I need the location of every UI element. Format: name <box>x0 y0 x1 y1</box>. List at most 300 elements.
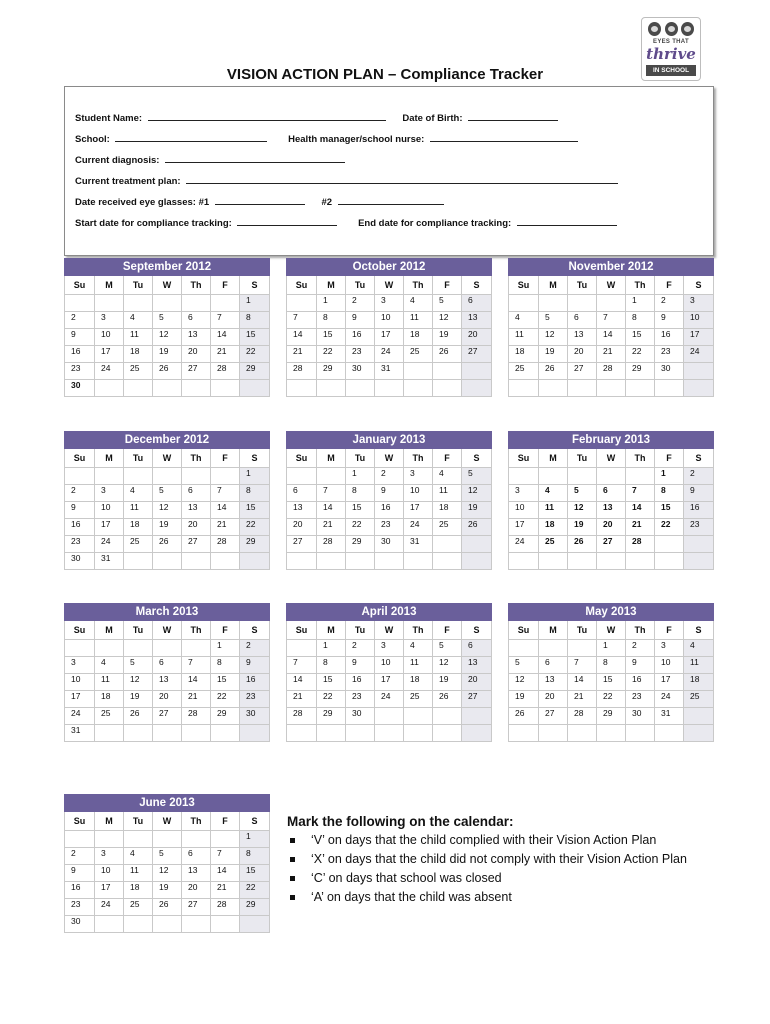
day-cell[interactable] <box>375 380 404 397</box>
day-cell[interactable]: 25 <box>124 536 153 553</box>
day-cell[interactable]: 15 <box>240 865 270 882</box>
day-cell[interactable]: 23 <box>346 691 375 708</box>
day-cell[interactable]: 31 <box>655 708 684 725</box>
day-cell[interactable]: 31 <box>404 536 433 553</box>
day-cell[interactable]: 30 <box>65 380 95 397</box>
day-cell[interactable] <box>240 916 270 933</box>
day-cell[interactable] <box>182 831 211 848</box>
day-cell[interactable] <box>124 640 153 657</box>
day-cell[interactable]: 29 <box>346 536 375 553</box>
day-cell[interactable]: 4 <box>404 295 433 312</box>
day-cell[interactable]: 20 <box>182 882 211 899</box>
day-cell[interactable] <box>568 640 597 657</box>
day-cell[interactable]: 25 <box>124 363 153 380</box>
day-cell[interactable]: 25 <box>124 899 153 916</box>
day-cell[interactable]: 19 <box>153 346 182 363</box>
day-cell[interactable]: 2 <box>65 848 95 865</box>
day-cell[interactable] <box>462 363 492 380</box>
day-cell[interactable] <box>568 380 597 397</box>
day-cell[interactable]: 21 <box>182 691 211 708</box>
day-cell[interactable] <box>597 725 626 742</box>
day-cell[interactable]: 26 <box>433 346 462 363</box>
day-cell[interactable] <box>433 536 462 553</box>
day-cell[interactable]: 22 <box>240 519 270 536</box>
day-cell[interactable]: 17 <box>65 691 95 708</box>
day-cell[interactable]: 30 <box>65 553 95 570</box>
day-cell[interactable]: 18 <box>124 346 153 363</box>
day-cell[interactable] <box>153 640 182 657</box>
day-cell[interactable]: 21 <box>211 882 240 899</box>
day-cell[interactable]: 6 <box>568 312 597 329</box>
day-cell[interactable]: 19 <box>433 329 462 346</box>
day-cell[interactable]: 24 <box>95 536 124 553</box>
day-cell[interactable] <box>684 536 714 553</box>
day-cell[interactable] <box>626 725 655 742</box>
day-cell[interactable]: 16 <box>346 329 375 346</box>
day-cell[interactable] <box>433 553 462 570</box>
day-cell[interactable] <box>95 725 124 742</box>
day-cell[interactable]: 13 <box>539 674 568 691</box>
day-cell[interactable]: 5 <box>433 295 462 312</box>
day-cell[interactable]: 29 <box>240 899 270 916</box>
day-cell[interactable]: 3 <box>95 848 124 865</box>
day-cell[interactable]: 8 <box>240 485 270 502</box>
health-manager-field[interactable] <box>430 132 578 142</box>
day-cell[interactable]: 20 <box>182 346 211 363</box>
day-cell[interactable]: 13 <box>462 312 492 329</box>
day-cell[interactable]: 30 <box>65 916 95 933</box>
day-cell[interactable]: 10 <box>684 312 714 329</box>
day-cell[interactable]: 4 <box>433 468 462 485</box>
day-cell[interactable]: 21 <box>626 519 655 536</box>
day-cell[interactable] <box>211 916 240 933</box>
day-cell[interactable]: 1 <box>626 295 655 312</box>
date-of-birth-field[interactable] <box>468 111 558 121</box>
day-cell[interactable]: 2 <box>65 312 95 329</box>
day-cell[interactable]: 20 <box>153 691 182 708</box>
day-cell[interactable] <box>404 708 433 725</box>
day-cell[interactable] <box>626 380 655 397</box>
day-cell[interactable] <box>346 380 375 397</box>
day-cell[interactable]: 22 <box>317 691 346 708</box>
day-cell[interactable] <box>433 725 462 742</box>
day-cell[interactable]: 27 <box>182 536 211 553</box>
day-cell[interactable]: 30 <box>346 363 375 380</box>
day-cell[interactable] <box>375 708 404 725</box>
day-cell[interactable]: 28 <box>287 363 317 380</box>
day-cell[interactable]: 16 <box>65 519 95 536</box>
day-cell[interactable] <box>655 536 684 553</box>
day-cell[interactable]: 16 <box>346 674 375 691</box>
day-cell[interactable] <box>211 831 240 848</box>
day-cell[interactable]: 15 <box>346 502 375 519</box>
day-cell[interactable] <box>240 725 270 742</box>
day-cell[interactable]: 13 <box>597 502 626 519</box>
day-cell[interactable]: 27 <box>462 346 492 363</box>
day-cell[interactable]: 9 <box>346 312 375 329</box>
day-cell[interactable]: 18 <box>404 329 433 346</box>
day-cell[interactable]: 1 <box>240 831 270 848</box>
day-cell[interactable]: 18 <box>404 674 433 691</box>
day-cell[interactable]: 30 <box>375 536 404 553</box>
day-cell[interactable]: 12 <box>509 674 539 691</box>
day-cell[interactable] <box>626 553 655 570</box>
day-cell[interactable] <box>124 380 153 397</box>
day-cell[interactable]: 27 <box>153 708 182 725</box>
day-cell[interactable]: 28 <box>568 708 597 725</box>
day-cell[interactable]: 24 <box>95 363 124 380</box>
day-cell[interactable]: 15 <box>211 674 240 691</box>
day-cell[interactable]: 2 <box>346 640 375 657</box>
day-cell[interactable]: 18 <box>95 691 124 708</box>
day-cell[interactable]: 3 <box>404 468 433 485</box>
day-cell[interactable] <box>95 468 124 485</box>
day-cell[interactable]: 10 <box>375 657 404 674</box>
day-cell[interactable]: 28 <box>597 363 626 380</box>
day-cell[interactable]: 24 <box>375 691 404 708</box>
day-cell[interactable] <box>153 553 182 570</box>
day-cell[interactable]: 3 <box>95 485 124 502</box>
day-cell[interactable]: 23 <box>65 536 95 553</box>
day-cell[interactable]: 25 <box>433 519 462 536</box>
day-cell[interactable]: 5 <box>153 848 182 865</box>
day-cell[interactable]: 30 <box>346 708 375 725</box>
day-cell[interactable]: 9 <box>65 329 95 346</box>
day-cell[interactable]: 27 <box>597 536 626 553</box>
day-cell[interactable]: 30 <box>626 708 655 725</box>
day-cell[interactable]: 5 <box>539 312 568 329</box>
day-cell[interactable]: 29 <box>317 708 346 725</box>
day-cell[interactable] <box>655 553 684 570</box>
day-cell[interactable] <box>95 295 124 312</box>
day-cell[interactable]: 10 <box>509 502 539 519</box>
day-cell[interactable] <box>153 916 182 933</box>
day-cell[interactable]: 24 <box>375 346 404 363</box>
day-cell[interactable]: 13 <box>287 502 317 519</box>
day-cell[interactable]: 8 <box>346 485 375 502</box>
day-cell[interactable]: 7 <box>597 312 626 329</box>
day-cell[interactable]: 30 <box>655 363 684 380</box>
day-cell[interactable]: 18 <box>539 519 568 536</box>
day-cell[interactable]: 14 <box>211 329 240 346</box>
day-cell[interactable]: 13 <box>153 674 182 691</box>
day-cell[interactable]: 29 <box>240 536 270 553</box>
day-cell[interactable] <box>404 725 433 742</box>
day-cell[interactable] <box>433 708 462 725</box>
day-cell[interactable]: 15 <box>317 329 346 346</box>
day-cell[interactable] <box>65 295 95 312</box>
day-cell[interactable] <box>462 553 492 570</box>
day-cell[interactable]: 7 <box>626 485 655 502</box>
day-cell[interactable]: 5 <box>124 657 153 674</box>
day-cell[interactable] <box>509 553 539 570</box>
day-cell[interactable]: 31 <box>95 553 124 570</box>
day-cell[interactable]: 20 <box>597 519 626 536</box>
day-cell[interactable] <box>65 468 95 485</box>
day-cell[interactable]: 17 <box>655 674 684 691</box>
day-cell[interactable]: 6 <box>182 485 211 502</box>
day-cell[interactable]: 19 <box>509 691 539 708</box>
day-cell[interactable]: 24 <box>509 536 539 553</box>
day-cell[interactable]: 26 <box>568 536 597 553</box>
day-cell[interactable]: 22 <box>240 882 270 899</box>
day-cell[interactable]: 15 <box>626 329 655 346</box>
day-cell[interactable] <box>462 380 492 397</box>
day-cell[interactable]: 2 <box>684 468 714 485</box>
day-cell[interactable] <box>568 468 597 485</box>
day-cell[interactable]: 23 <box>375 519 404 536</box>
day-cell[interactable]: 15 <box>240 329 270 346</box>
day-cell[interactable]: 15 <box>317 674 346 691</box>
day-cell[interactable] <box>509 640 539 657</box>
day-cell[interactable]: 7 <box>211 312 240 329</box>
day-cell[interactable]: 6 <box>462 640 492 657</box>
current-treatment-field[interactable] <box>186 174 618 184</box>
day-cell[interactable] <box>684 725 714 742</box>
day-cell[interactable]: 7 <box>182 657 211 674</box>
day-cell[interactable] <box>539 640 568 657</box>
day-cell[interactable] <box>462 536 492 553</box>
day-cell[interactable] <box>95 916 124 933</box>
day-cell[interactable]: 2 <box>655 295 684 312</box>
day-cell[interactable] <box>375 553 404 570</box>
day-cell[interactable]: 6 <box>182 848 211 865</box>
day-cell[interactable] <box>65 640 95 657</box>
day-cell[interactable] <box>684 553 714 570</box>
day-cell[interactable]: 6 <box>287 485 317 502</box>
day-cell[interactable]: 23 <box>65 363 95 380</box>
day-cell[interactable]: 24 <box>95 899 124 916</box>
day-cell[interactable] <box>462 725 492 742</box>
day-cell[interactable] <box>597 295 626 312</box>
day-cell[interactable]: 20 <box>462 329 492 346</box>
day-cell[interactable] <box>287 295 317 312</box>
day-cell[interactable]: 13 <box>182 865 211 882</box>
day-cell[interactable]: 24 <box>655 691 684 708</box>
day-cell[interactable]: 20 <box>287 519 317 536</box>
day-cell[interactable]: 25 <box>95 708 124 725</box>
day-cell[interactable]: 4 <box>404 640 433 657</box>
day-cell[interactable]: 1 <box>240 295 270 312</box>
day-cell[interactable] <box>317 725 346 742</box>
day-cell[interactable]: 25 <box>404 691 433 708</box>
day-cell[interactable] <box>182 553 211 570</box>
day-cell[interactable] <box>568 295 597 312</box>
day-cell[interactable] <box>95 380 124 397</box>
day-cell[interactable]: 22 <box>211 691 240 708</box>
day-cell[interactable]: 12 <box>568 502 597 519</box>
day-cell[interactable]: 1 <box>317 640 346 657</box>
day-cell[interactable]: 9 <box>65 865 95 882</box>
day-cell[interactable]: 29 <box>211 708 240 725</box>
day-cell[interactable]: 26 <box>462 519 492 536</box>
day-cell[interactable]: 8 <box>240 848 270 865</box>
day-cell[interactable] <box>509 468 539 485</box>
day-cell[interactable]: 8 <box>317 657 346 674</box>
day-cell[interactable] <box>287 380 317 397</box>
day-cell[interactable]: 5 <box>568 485 597 502</box>
day-cell[interactable]: 5 <box>153 312 182 329</box>
day-cell[interactable]: 14 <box>597 329 626 346</box>
day-cell[interactable]: 8 <box>655 485 684 502</box>
day-cell[interactable]: 18 <box>124 519 153 536</box>
day-cell[interactable] <box>433 380 462 397</box>
day-cell[interactable]: 18 <box>124 882 153 899</box>
day-cell[interactable]: 19 <box>153 519 182 536</box>
day-cell[interactable]: 12 <box>539 329 568 346</box>
day-cell[interactable]: 20 <box>182 519 211 536</box>
day-cell[interactable] <box>539 295 568 312</box>
day-cell[interactable]: 13 <box>568 329 597 346</box>
day-cell[interactable]: 19 <box>568 519 597 536</box>
day-cell[interactable] <box>317 468 346 485</box>
day-cell[interactable] <box>684 363 714 380</box>
day-cell[interactable]: 4 <box>95 657 124 674</box>
glasses-1-field[interactable] <box>215 195 305 205</box>
day-cell[interactable]: 17 <box>404 502 433 519</box>
day-cell[interactable] <box>539 725 568 742</box>
day-cell[interactable] <box>626 468 655 485</box>
day-cell[interactable]: 8 <box>626 312 655 329</box>
day-cell[interactable]: 22 <box>655 519 684 536</box>
day-cell[interactable]: 11 <box>539 502 568 519</box>
day-cell[interactable]: 12 <box>153 502 182 519</box>
day-cell[interactable]: 27 <box>287 536 317 553</box>
day-cell[interactable]: 28 <box>211 899 240 916</box>
day-cell[interactable]: 7 <box>287 312 317 329</box>
day-cell[interactable]: 4 <box>509 312 539 329</box>
day-cell[interactable] <box>539 468 568 485</box>
day-cell[interactable] <box>287 725 317 742</box>
day-cell[interactable]: 21 <box>317 519 346 536</box>
day-cell[interactable] <box>182 380 211 397</box>
day-cell[interactable] <box>539 380 568 397</box>
day-cell[interactable]: 25 <box>404 346 433 363</box>
day-cell[interactable]: 1 <box>240 468 270 485</box>
day-cell[interactable]: 19 <box>124 691 153 708</box>
day-cell[interactable]: 24 <box>404 519 433 536</box>
day-cell[interactable]: 29 <box>240 363 270 380</box>
day-cell[interactable]: 29 <box>626 363 655 380</box>
day-cell[interactable]: 26 <box>124 708 153 725</box>
day-cell[interactable]: 3 <box>375 295 404 312</box>
day-cell[interactable]: 8 <box>597 657 626 674</box>
day-cell[interactable]: 10 <box>655 657 684 674</box>
day-cell[interactable]: 11 <box>509 329 539 346</box>
day-cell[interactable]: 14 <box>182 674 211 691</box>
day-cell[interactable] <box>346 725 375 742</box>
day-cell[interactable]: 9 <box>684 485 714 502</box>
day-cell[interactable]: 23 <box>655 346 684 363</box>
day-cell[interactable] <box>346 553 375 570</box>
day-cell[interactable]: 21 <box>597 346 626 363</box>
day-cell[interactable]: 20 <box>568 346 597 363</box>
day-cell[interactable]: 10 <box>95 329 124 346</box>
day-cell[interactable]: 3 <box>375 640 404 657</box>
day-cell[interactable]: 29 <box>597 708 626 725</box>
day-cell[interactable]: 25 <box>684 691 714 708</box>
day-cell[interactable]: 3 <box>684 295 714 312</box>
day-cell[interactable]: 31 <box>375 363 404 380</box>
day-cell[interactable]: 1 <box>655 468 684 485</box>
day-cell[interactable]: 28 <box>287 708 317 725</box>
day-cell[interactable]: 6 <box>153 657 182 674</box>
day-cell[interactable]: 3 <box>65 657 95 674</box>
day-cell[interactable]: 5 <box>509 657 539 674</box>
day-cell[interactable]: 16 <box>684 502 714 519</box>
day-cell[interactable]: 12 <box>433 312 462 329</box>
day-cell[interactable]: 12 <box>462 485 492 502</box>
day-cell[interactable]: 19 <box>433 674 462 691</box>
day-cell[interactable]: 9 <box>375 485 404 502</box>
day-cell[interactable]: 21 <box>211 346 240 363</box>
day-cell[interactable] <box>240 380 270 397</box>
day-cell[interactable]: 16 <box>655 329 684 346</box>
day-cell[interactable]: 26 <box>509 708 539 725</box>
day-cell[interactable]: 13 <box>462 657 492 674</box>
day-cell[interactable]: 17 <box>95 346 124 363</box>
day-cell[interactable] <box>95 831 124 848</box>
day-cell[interactable]: 16 <box>65 346 95 363</box>
day-cell[interactable]: 7 <box>211 485 240 502</box>
day-cell[interactable]: 19 <box>462 502 492 519</box>
day-cell[interactable]: 2 <box>240 640 270 657</box>
day-cell[interactable]: 1 <box>211 640 240 657</box>
day-cell[interactable]: 23 <box>240 691 270 708</box>
day-cell[interactable]: 23 <box>684 519 714 536</box>
day-cell[interactable] <box>124 831 153 848</box>
day-cell[interactable]: 17 <box>375 329 404 346</box>
day-cell[interactable]: 2 <box>65 485 95 502</box>
day-cell[interactable]: 30 <box>240 708 270 725</box>
day-cell[interactable]: 27 <box>568 363 597 380</box>
day-cell[interactable]: 9 <box>240 657 270 674</box>
day-cell[interactable]: 17 <box>509 519 539 536</box>
day-cell[interactable]: 11 <box>124 502 153 519</box>
day-cell[interactable]: 17 <box>95 519 124 536</box>
day-cell[interactable]: 1 <box>346 468 375 485</box>
day-cell[interactable]: 19 <box>539 346 568 363</box>
day-cell[interactable]: 4 <box>539 485 568 502</box>
start-date-field[interactable] <box>237 216 337 226</box>
day-cell[interactable]: 3 <box>509 485 539 502</box>
day-cell[interactable] <box>153 380 182 397</box>
day-cell[interactable]: 18 <box>433 502 462 519</box>
day-cell[interactable] <box>124 295 153 312</box>
day-cell[interactable]: 23 <box>346 346 375 363</box>
day-cell[interactable]: 26 <box>433 691 462 708</box>
day-cell[interactable]: 14 <box>211 502 240 519</box>
day-cell[interactable]: 25 <box>539 536 568 553</box>
day-cell[interactable] <box>124 725 153 742</box>
day-cell[interactable]: 17 <box>684 329 714 346</box>
day-cell[interactable] <box>404 363 433 380</box>
day-cell[interactable]: 9 <box>626 657 655 674</box>
day-cell[interactable]: 26 <box>539 363 568 380</box>
day-cell[interactable]: 10 <box>404 485 433 502</box>
day-cell[interactable]: 1 <box>317 295 346 312</box>
day-cell[interactable]: 22 <box>626 346 655 363</box>
day-cell[interactable] <box>462 708 492 725</box>
day-cell[interactable]: 10 <box>95 865 124 882</box>
day-cell[interactable]: 14 <box>626 502 655 519</box>
day-cell[interactable] <box>182 640 211 657</box>
day-cell[interactable]: 2 <box>346 295 375 312</box>
day-cell[interactable] <box>153 725 182 742</box>
day-cell[interactable]: 16 <box>626 674 655 691</box>
day-cell[interactable]: 26 <box>153 899 182 916</box>
day-cell[interactable] <box>287 468 317 485</box>
